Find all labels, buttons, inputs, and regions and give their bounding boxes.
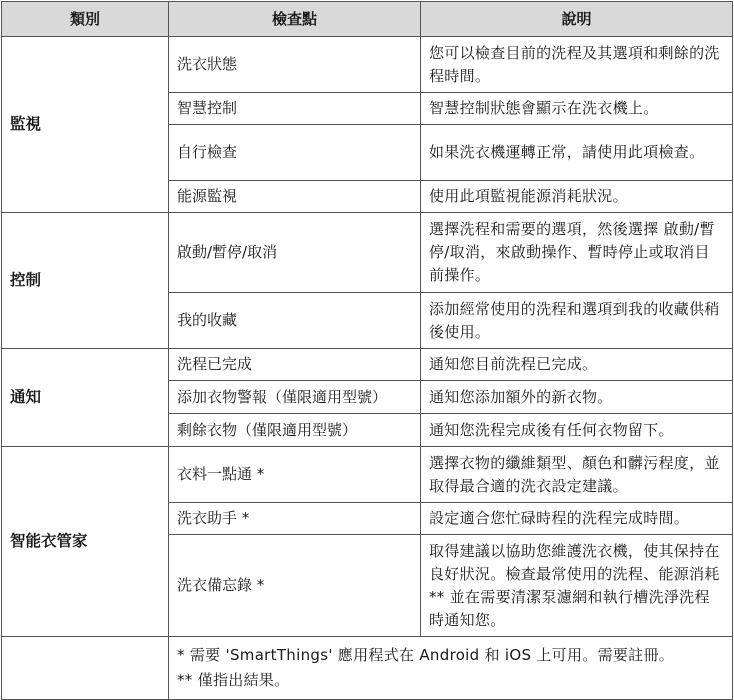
checkpoint-cell: 剩餘衣物（僅限適用型號） — [169, 414, 421, 447]
checkpoint-cell: 洗衣備忘錄 * — [169, 535, 421, 637]
header-checkpoint: 檢查點 — [169, 2, 421, 37]
footnote-2: ** 僅指出結果。 — [177, 671, 290, 689]
checkpoint-cell: 自行檢查 — [169, 125, 421, 181]
checkpoint-cell: 啟動/暫停/取消 — [169, 213, 421, 293]
checkpoint-cell: 洗程已完成 — [169, 349, 421, 381]
checkpoint-cell: 我的收藏 — [169, 293, 421, 349]
checkpoint-cell: 衣料一點通 * — [169, 447, 421, 503]
table-row — [2, 349, 733, 381]
description-cell: 添加經常使用的洗程和選項到我的收藏供稍後使用。 — [421, 293, 733, 349]
category-smart-care: 智能衣管家 — [2, 447, 169, 637]
footnote-row — [2, 637, 733, 700]
header-category: 類別 — [2, 2, 169, 37]
table-row — [2, 213, 733, 293]
footnote-cell — [169, 637, 733, 700]
description-cell: 如果洗衣機運轉正常，請使用此項檢查。 — [421, 125, 733, 181]
description-cell: 使用此項監視能源消耗狀況。 — [421, 181, 733, 213]
checkpoint-cell: 洗衣狀態 — [169, 37, 421, 93]
footnote-1: * 需要 'SmartThings' 應用程式在 Android 和 iOS 上可用。需要註冊。 — [177, 646, 675, 664]
checkpoint-cell: 智慧控制 — [169, 93, 421, 125]
header-row — [2, 2, 733, 37]
checkpoint-cell: 添加衣物警報（僅限適用型號） — [169, 381, 421, 414]
footnote-spacer — [2, 637, 169, 700]
category-monitor: 監視 — [2, 37, 169, 213]
smartthings-feature-table — [1, 1, 733, 700]
description-cell: 通知您添加額外的新衣物。 — [421, 381, 733, 414]
description-cell: 通知您目前洗程已完成。 — [421, 349, 733, 381]
description-cell: 通知您洗程完成後有任何衣物留下。 — [421, 414, 733, 447]
table-row — [2, 447, 733, 503]
description-cell: 智慧控制狀態會顯示在洗衣機上。 — [421, 93, 733, 125]
category-notify: 通知 — [2, 349, 169, 447]
category-control: 控制 — [2, 213, 169, 349]
description-cell: 選擇洗程和需要的選項，然後選擇 啟動/暫停/取消，來啟動操作、暫時停止或取消目前操作。 — [421, 213, 733, 293]
checkpoint-cell: 洗衣助手 * — [169, 503, 421, 535]
description-cell: 選擇衣物的纖維類型、顏色和髒污程度，並取得最合適的洗衣設定建議。 — [421, 447, 733, 503]
description-cell: 取得建議以協助您維護洗衣機，使其保持在良好狀況。檢查最常使用的洗程、能源消耗** 並在需要清潔泵濾網和執行槽洗淨洗程時通知您。 — [421, 535, 733, 637]
table-row — [2, 37, 733, 93]
header-description: 說明 — [421, 2, 733, 37]
description-cell: 設定適合您忙碌時程的洗程完成時間。 — [421, 503, 733, 535]
description-cell: 您可以檢查目前的洗程及其選項和剩餘的洗程時間。 — [421, 37, 733, 93]
checkpoint-cell: 能源監視 — [169, 181, 421, 213]
